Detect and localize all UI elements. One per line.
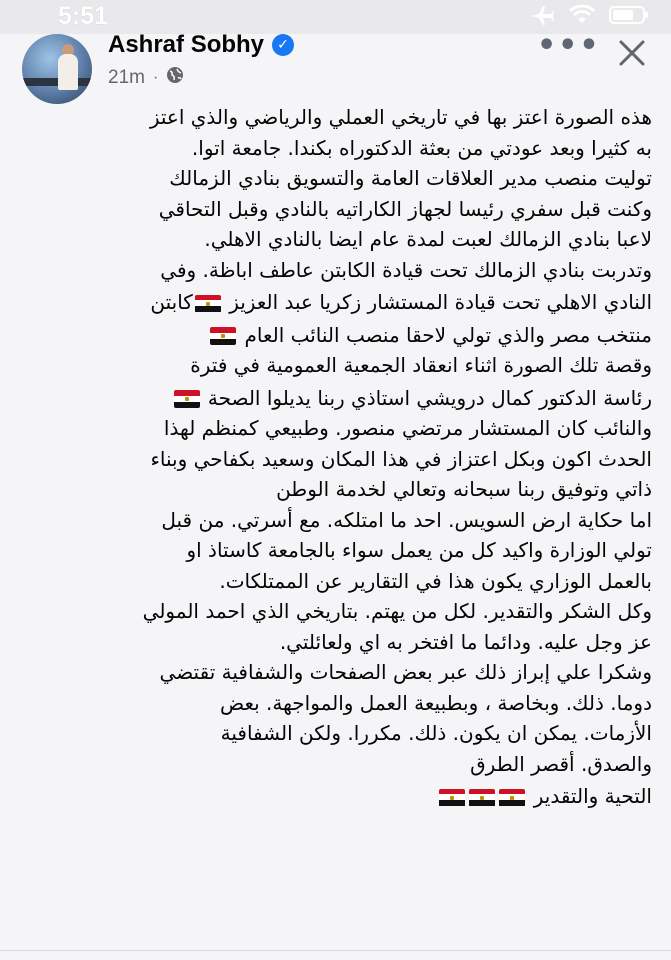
post-line: هذه الصورة اعتز بها في تاريخي العملي والرياضي والذي اعتز <box>149 105 652 129</box>
divider <box>0 950 671 951</box>
post-line <box>18 287 652 318</box>
post-line: دوما. ذلك. وبخاصة ، وبطبيعة العمل والمواجهة. بعض <box>219 690 652 715</box>
post-header <box>0 14 671 104</box>
globe-icon <box>166 66 184 90</box>
post-line: وشكرا علي إبراز ذلك عبر بعض الصفحات والشفافية تقتضي <box>159 660 652 684</box>
post-line-text: كابتن <box>150 290 193 314</box>
egypt-flag-icon <box>195 295 221 313</box>
post-line <box>18 383 652 414</box>
post-line: الحدث اكون وبكل اعتزاز في هذا المكان وسعيد بكفاحي وبناء <box>150 446 652 471</box>
author-name[interactable]: Ashraf Sobhy <box>108 31 265 58</box>
post-line: به كثيرا وبعد عودتي من بعثة الدكتوراه بكندا. جامعة اتوا. <box>191 135 652 160</box>
post-line: وقصة تلك الصورة اثناء انعقاد الجمعية العمومية في فترة <box>190 353 652 377</box>
verified-badge-icon: ✓ <box>272 34 294 56</box>
more-options-icon[interactable]: ••• <box>537 28 601 63</box>
avatar[interactable] <box>22 34 92 104</box>
egypt-flag-icon <box>439 789 465 807</box>
post-line-text: النادي الاهلي تحت قيادة المستشار زكريا عبد العزيز <box>229 290 652 314</box>
post-text <box>18 102 652 934</box>
author-row <box>108 31 294 59</box>
post-line <box>18 320 652 351</box>
post-timestamp[interactable]: 21m <box>108 67 145 88</box>
post-line: بالعمل الوزاري يكون هذا في التقارير عن الممتلكات. <box>219 568 652 593</box>
post-line: تولي الوزارة واكيد كل من يعمل سواء بالجامعة كاستاذ او <box>186 538 652 562</box>
post-line: توليت منصب مدير العلاقات العامة والتسويق بنادي الزمالك <box>169 166 652 190</box>
post-line: عز وجل عليه. ودائما ما افتخر به اي ولعائلتي. <box>279 629 652 654</box>
post-line-text: رئاسة الدكتور كمال درويشي استاذي ربنا يديلوا الصحة <box>207 385 652 410</box>
close-icon[interactable] <box>617 38 647 68</box>
post-line-text: منتخب مصر والذي تولي لاحقا منصب النائب العام <box>244 322 652 347</box>
post-line: والصدق. أقصر الطرق <box>470 751 652 776</box>
post-meta <box>108 66 184 90</box>
post-line: وكل الشكر والتقدير. لكل من يهتم. بتاريخي الذي احمد المولي <box>142 599 652 623</box>
egypt-flag-icon <box>499 789 525 807</box>
post-line: لاعبا بنادي الزمالك لعبت لمدة عام ايضا بالنادي الاهلي. <box>204 227 652 251</box>
egypt-flag-icon <box>210 327 236 345</box>
meta-separator: · <box>152 69 159 86</box>
post-line: اما حكاية ارض السويس. احد ما امتلكه. مع أسرتي. من قبل <box>161 507 652 532</box>
post-line <box>18 781 652 812</box>
post-line-text: التحية والتقدير <box>533 784 652 808</box>
post-line: ذاتي وتوفيق ربنا سبحانه وتعالي لخدمة الوطن <box>276 477 652 501</box>
post-line: الأزمات. يمكن ان يكون. ذلك. مكررا. ولكن الشفافية <box>220 721 652 745</box>
status-time: 5:51 <box>58 2 109 30</box>
egypt-flag-icon <box>469 789 495 807</box>
post-line: والنائب كان المستشار مرتضي منصور. وطبيعي كمنظم لهذا <box>163 416 652 440</box>
egypt-flag-icon <box>174 390 200 408</box>
post-line: وتدربت بنادي الزمالك تحت قيادة الكابتن عاطف اباظة. وفي <box>160 257 652 282</box>
post-line: وكنت قبل سفري رئيسا لجهاز الكاراتيه بالنادي وقبل التحاقي <box>158 196 652 221</box>
